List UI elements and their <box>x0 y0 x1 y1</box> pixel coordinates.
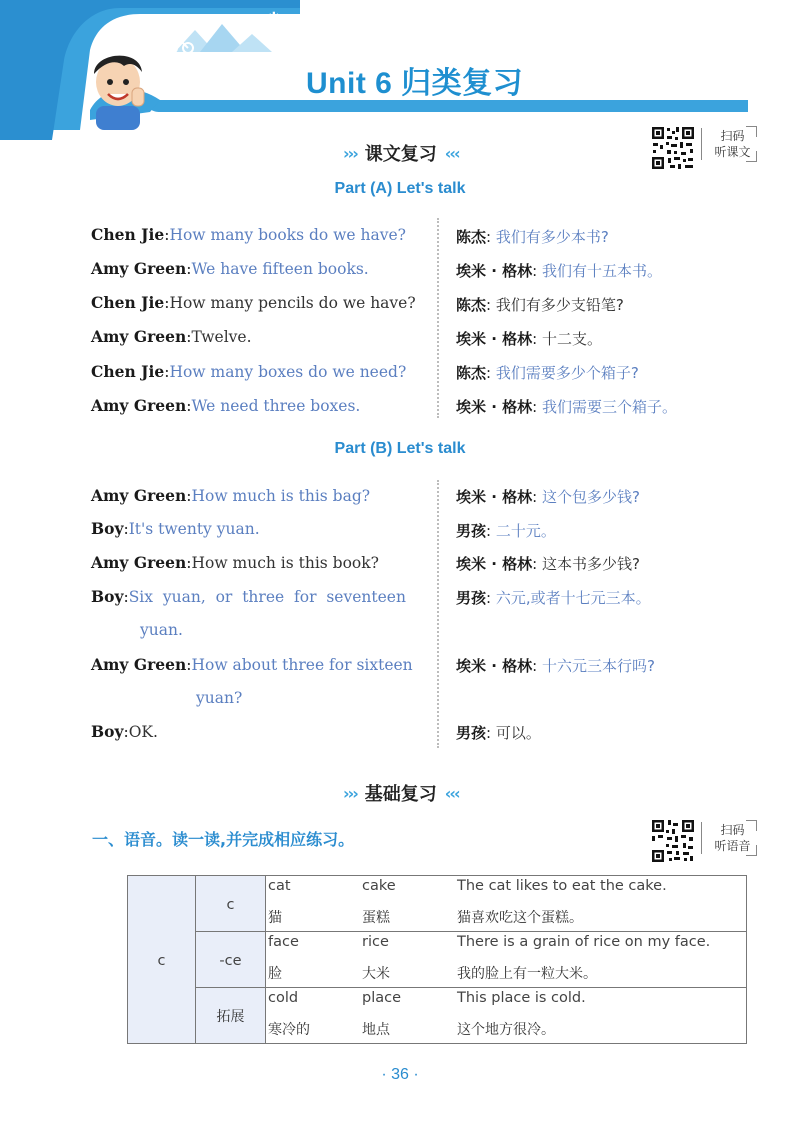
phonics-group-label <box>196 876 266 932</box>
speaker-cn: 埃米 · 格林 <box>456 398 533 416</box>
dialog-text: How about three for sixteen <box>191 656 413 674</box>
dialog-text-cn: 六元,或者十七元三本。 <box>495 589 651 607</box>
left-arrows-icon: ‹‹‹ <box>444 143 459 163</box>
dialog-text-cn: 可以。 <box>495 724 541 742</box>
speaker-cn: 陈杰 <box>456 296 487 314</box>
basic-review-label: 基础复习 <box>364 784 437 805</box>
boy-mascot-icon <box>84 44 154 130</box>
dialog-line-en: Boy:It's twenty yuan. <box>91 519 260 538</box>
dialog-text: Six yuan, or three for seventeen <box>128 588 406 606</box>
dialog-line-cn: 男孩: 可以。 <box>456 724 541 742</box>
dialog-line-en-cont: yuan? <box>196 689 243 707</box>
speaker-cn: 埃米 · 格林 <box>456 555 533 573</box>
dialog-line-cn: 男孩: 二十元。 <box>456 522 556 540</box>
dialog-line-en: Chen Jie:How many boxes do we need? <box>91 362 407 381</box>
group-label-text: 拓展 <box>216 1008 245 1025</box>
speaker: Boy <box>91 722 124 741</box>
dialog-line-en: Amy Green:We need three boxes. <box>91 396 361 415</box>
word-cn: 地点 <box>362 1022 390 1038</box>
dialog-line-en: Amy Green:How much is this book? <box>91 553 379 572</box>
group-label-text: c <box>226 896 235 913</box>
dialog-line-en: Amy Green:How about three for sixteen <box>91 655 413 674</box>
dialog-text-cn: 十六元三本行吗? <box>541 657 655 675</box>
right-arrows-icon: ››› <box>343 783 357 803</box>
dialog-text: How much is this bag? <box>191 487 371 505</box>
sentence-cn: 我的脸上有一粒大米。 <box>457 966 597 982</box>
dialog-line-en: Boy:OK. <box>91 722 158 741</box>
page-title: Unit 6 归类复习 <box>306 67 524 100</box>
phonics-letter-cell <box>128 876 196 1044</box>
qr-label-line1: 扫码 <box>720 823 745 837</box>
dialog-line-cn: 陈杰: 我们需要多少个箱子? <box>456 364 639 382</box>
word: cat <box>268 878 291 894</box>
speaker: Amy Green <box>91 396 187 415</box>
speaker: Amy Green <box>91 553 187 572</box>
qr-code-icon[interactable] <box>650 818 696 864</box>
dialog-line-cn: 陈杰: 我们有多少本书? <box>456 228 609 246</box>
section-1-title: 一、语音。读一读,并完成相应练习。 <box>92 830 355 849</box>
dialog-line-cn: 陈杰: 我们有多少支铅笔? <box>456 296 624 314</box>
phonics-group-label <box>196 932 266 988</box>
speaker: Chen Jie <box>91 225 165 244</box>
word: rice <box>362 934 389 950</box>
speaker: Boy <box>91 587 124 606</box>
dialog-text: How many pencils do we have? <box>169 294 416 312</box>
dialog-line-en: Amy Green:We have fifteen books. <box>91 259 369 278</box>
speaker-cn: 陈杰 <box>456 364 487 382</box>
qr-code-icon[interactable] <box>650 125 696 171</box>
dialog-text-cn: 十二支。 <box>541 330 602 348</box>
sentence: The cat likes to eat the cake. <box>457 878 667 894</box>
dialog-text: We need three boxes. <box>191 397 361 415</box>
dialog-line-cn: 埃米 · 格林: 这本书多少钱? <box>456 555 640 573</box>
sentence-cn: 猫喜欢吃这个蛋糕。 <box>457 910 583 926</box>
word-cn: 寒冷的 <box>268 1022 310 1038</box>
sentence-cn: 这个地方很冷。 <box>457 1022 555 1038</box>
dialog-line-en: Chen Jie:How many pencils do we have? <box>91 293 416 312</box>
speaker: Amy Green <box>91 486 187 505</box>
phonics-letter: c <box>157 952 166 969</box>
dialog-text-cn: 我们有十五本书。 <box>541 262 662 280</box>
dialog-line-en: Boy:Six yuan, or three for seventeen <box>91 587 406 606</box>
speaker: Amy Green <box>91 327 187 346</box>
part-a-title: Part (A) Let's talk <box>334 180 466 197</box>
qr-label-listen-phonics <box>701 822 757 854</box>
qr-label-line2: 听语音 <box>714 839 751 853</box>
qr-label-listen-text <box>701 128 757 160</box>
word: face <box>268 934 299 950</box>
word: cold <box>268 990 299 1006</box>
speaker-cn: 陈杰 <box>456 228 487 246</box>
page-number: · 36 · <box>381 1066 419 1083</box>
dialog-text-cn: 我们需要三个箱子。 <box>541 398 677 416</box>
dialog-line-cn: 埃米 · 格林: 十六元三本行吗? <box>456 657 655 675</box>
dialog-text: We have fifteen books. <box>191 260 369 278</box>
dialog-line-en: Amy Green:How much is this bag? <box>91 486 371 505</box>
qr-label-line1: 扫码 <box>720 129 745 143</box>
review-lesson-heading <box>335 140 467 166</box>
dialog-text: How many boxes do we need? <box>169 363 407 381</box>
word-cn: 脸 <box>268 966 282 982</box>
dialog-text: How much is this book? <box>191 554 379 572</box>
speaker: Amy Green <box>91 259 187 278</box>
dialog-line-en-cont: yuan. <box>140 621 183 639</box>
word: place <box>362 990 402 1006</box>
left-arrows-icon: ‹‹‹ <box>444 783 459 803</box>
dialog-line-en: Chen Jie:How many books do we have? <box>91 225 406 244</box>
dialog-text: OK. <box>128 723 158 741</box>
divider-part-b <box>437 480 439 748</box>
dialog-line-cn: 埃米 · 格林: 我们有十五本书。 <box>456 262 662 280</box>
speaker-cn: 埃米 · 格林 <box>456 330 533 348</box>
phonics-group-label <box>196 988 266 1044</box>
right-arrows-icon: ››› <box>343 143 357 163</box>
dialog-line-cn: 埃米 · 格林: 我们需要三个箱子。 <box>456 398 677 416</box>
dialog-text: How many books do we have? <box>169 226 406 244</box>
phonics-table <box>127 875 747 1044</box>
part-b-title: Part (B) Let's talk <box>334 440 466 457</box>
word-cn: 猫 <box>268 910 282 926</box>
speaker-cn: 埃米 · 格林 <box>456 657 533 675</box>
dialog-line-en: Amy Green:Twelve. <box>91 327 252 346</box>
speaker-cn: 男孩 <box>456 522 487 540</box>
speaker: Amy Green <box>91 655 187 674</box>
dialog-line-cn: 埃米 · 格林: 十二支。 <box>456 330 602 348</box>
speaker: Boy <box>91 519 124 538</box>
sentence: This place is cold. <box>457 990 586 1006</box>
dialog-line-cn: 埃米 · 格林: 这个包多少钱? <box>456 488 640 506</box>
speaker-cn: 男孩 <box>456 589 487 607</box>
phonics-group-content <box>266 876 747 932</box>
speaker-cn: 男孩 <box>456 724 487 742</box>
dialog-text: It's twenty yuan. <box>128 520 260 538</box>
speaker-cn: 埃米 · 格林 <box>456 488 533 506</box>
sentence: There is a grain of rice on my face. <box>457 934 711 950</box>
speaker: Chen Jie <box>91 293 165 312</box>
phonics-group-content <box>266 988 747 1044</box>
divider-part-a <box>437 218 439 418</box>
phonics-group-content <box>266 932 747 988</box>
dialog-text-cn: 这个包多少钱? <box>541 488 640 506</box>
word: cake <box>362 878 396 894</box>
basic-review-heading <box>335 780 467 806</box>
dialog-text-cn: 二十元。 <box>495 522 556 540</box>
dialog-text-cn: 我们有多少本书? <box>495 228 609 246</box>
group-label-text: -ce <box>219 952 242 969</box>
dialog-line-cn: 男孩: 六元,或者十七元三本。 <box>456 589 651 607</box>
word-cn: 蛋糕 <box>362 910 390 926</box>
dialog-text-cn: 我们需要多少个箱子? <box>495 364 639 382</box>
svg-text:✱: ✱ <box>268 10 280 26</box>
dialog-text-cn: 我们有多少支铅笔? <box>495 296 624 314</box>
qr-label-line2: 听课文 <box>714 145 751 159</box>
dialog-text: Twelve. <box>191 328 252 346</box>
word-cn: 大米 <box>362 966 390 982</box>
review-lesson-label: 课文复习 <box>364 144 437 165</box>
speaker: Chen Jie <box>91 362 165 381</box>
speaker-cn: 埃米 · 格林 <box>456 262 533 280</box>
dialog-text-cn: 这本书多少钱? <box>541 555 640 573</box>
